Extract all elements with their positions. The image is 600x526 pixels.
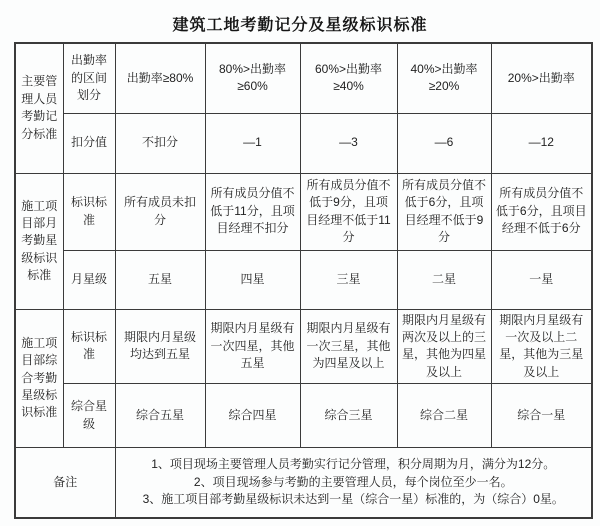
data-cell: 期限内月星级有一次四星，其他五星 xyxy=(205,309,300,384)
page-title: 建筑工地考勤记分及星级标识标准 xyxy=(172,17,428,34)
data-cell: 二星 xyxy=(397,250,491,309)
table-row xyxy=(15,309,592,384)
row-label-cell: 标识标准 xyxy=(63,173,115,250)
data-cell: 20%>出勤率 xyxy=(491,43,592,113)
data-cell: 期限内月星级均达到五星 xyxy=(115,309,205,384)
table-row xyxy=(15,173,592,250)
section2-group-cell: 施工项目部月考勤星级标识标准 xyxy=(15,173,63,309)
note-line: 1、项目现场主要管理人员考勤实行记分管理，积分周期为月，满分为12分。 xyxy=(151,457,556,472)
table-row xyxy=(15,384,592,448)
notes-label-cell: 备注 xyxy=(15,448,115,518)
data-cell: —12 xyxy=(491,113,592,173)
data-cell: 所有成员分值不低于6分，且项目经理不低于9分 xyxy=(397,173,491,250)
row-label-cell: 月星级 xyxy=(63,250,115,309)
row-label-cell: 综合星级 xyxy=(63,384,115,448)
row-label-cell: 出勤率的区间划分 xyxy=(63,43,115,113)
note-line: 3、施工项目部考勤星级标识未达到一星（综合一星）标准的，为（综合）0星。 xyxy=(142,492,564,506)
data-cell: 综合三星 xyxy=(300,384,397,448)
table-row xyxy=(15,448,592,518)
section1-group-cell: 主要管理人员考勤记分标准 xyxy=(15,43,63,173)
table-row xyxy=(15,250,592,309)
data-cell: 所有成员分值不低于9分，且项目经理不低于11分 xyxy=(300,173,397,250)
data-cell: 期限内月星级有一次及以上二星，其他为三星及以上 xyxy=(491,309,592,384)
data-cell: 综合五星 xyxy=(115,384,205,448)
data-cell: 所有成员分值不低于6分，且项目经理不低于6分 xyxy=(491,173,592,250)
section3-group-cell: 施工项目部综合考勤星级标识标准 xyxy=(15,309,63,448)
data-cell: 40%>出勤率≥20% xyxy=(397,43,491,113)
data-cell: —6 xyxy=(397,113,491,173)
notes-cell xyxy=(115,448,592,518)
data-cell: 所有成员分值不低于11分，且项目经理不扣分 xyxy=(205,173,300,250)
data-cell: 期限内月星级有一次三星，其他为四星及以上 xyxy=(300,309,397,384)
note-line: 2、项目现场参与考勤的主要管理人员，每个岗位至少一名。 xyxy=(193,474,513,489)
data-cell: 60%>出勤率≥40% xyxy=(300,43,397,113)
row-label-cell: 扣分值 xyxy=(63,113,115,173)
data-cell: 综合二星 xyxy=(397,384,491,448)
data-cell: 综合一星 xyxy=(491,384,592,448)
data-cell: 三星 xyxy=(300,250,397,309)
data-cell: 期限内月星级有两次及以上的三星，其他为四星及以上 xyxy=(397,309,491,384)
table-row xyxy=(15,113,592,173)
data-cell: 五星 xyxy=(115,250,205,309)
data-cell: 四星 xyxy=(205,250,300,309)
data-cell: 80%>出勤率≥60% xyxy=(205,43,300,113)
data-cell: —3 xyxy=(300,113,397,173)
data-cell: 出勤率≥80% xyxy=(115,43,205,113)
data-cell: 一星 xyxy=(491,250,592,309)
data-cell: 不扣分 xyxy=(115,113,205,173)
row-label-cell: 标识标准 xyxy=(63,309,115,384)
attendance-standards-table xyxy=(14,42,593,519)
data-cell: 综合四星 xyxy=(205,384,300,448)
data-cell: 所有成员未扣分 xyxy=(115,173,205,250)
data-cell: —1 xyxy=(205,113,300,173)
table-row xyxy=(15,43,592,113)
